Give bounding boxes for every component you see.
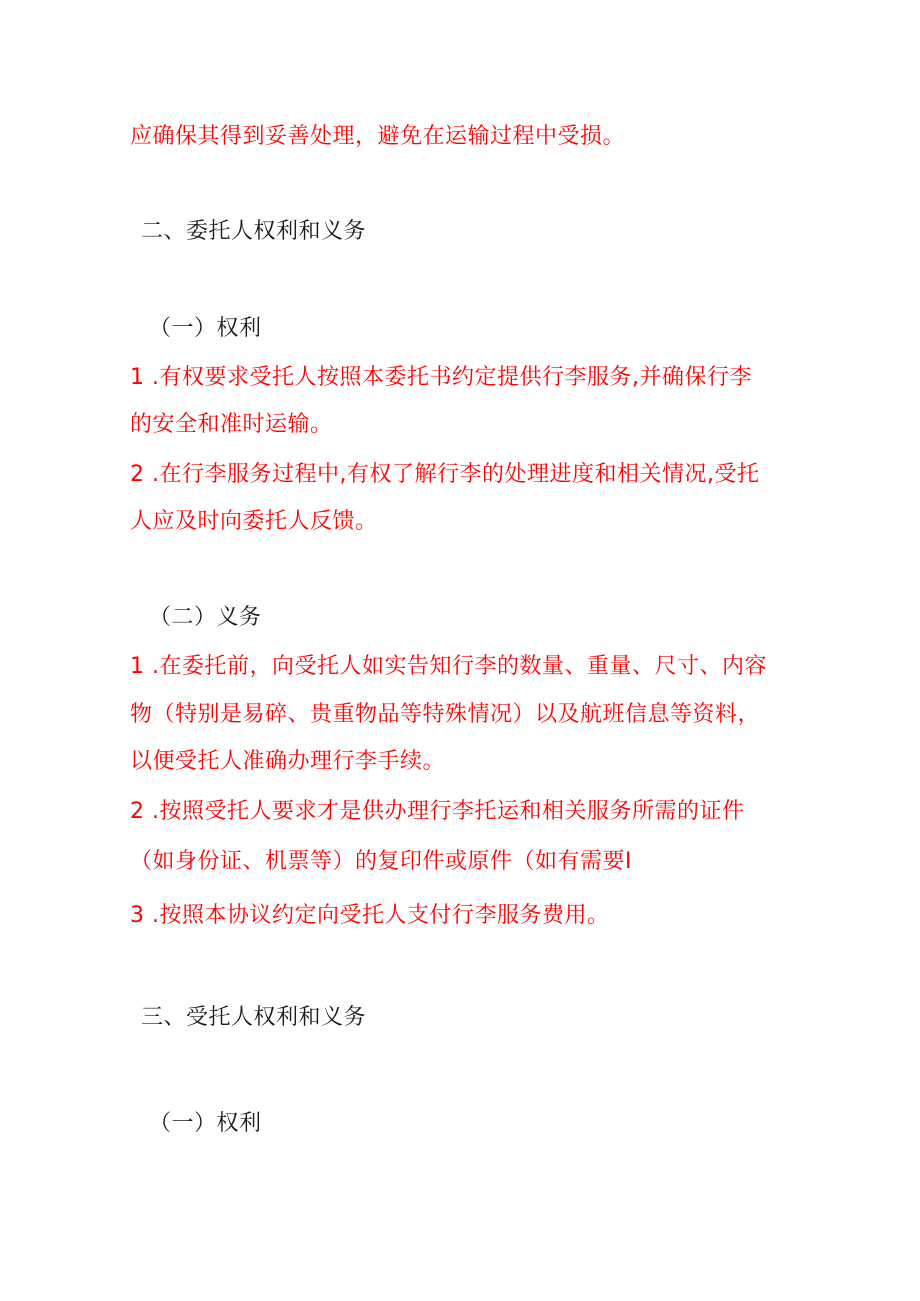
section3-rights-heading: （一）权利 [149, 1111, 262, 1136]
section2-rights-item1-line2: 的安全和准时运输。 [130, 412, 333, 437]
section2-duties-item1-line1: 1 .在委托前，向受托人如实告知行李的数量、重量、尺寸、内容 [130, 654, 767, 679]
section2-duties-item2-line2: （如身份证、机票等）的复印件或原件（如有需要I [130, 849, 632, 874]
section2-rights-item2-line1: 2 .在行李服务过程中,有权了解行李的处理进度和相关情况,受托 [130, 462, 760, 487]
section2-duties-item3-line1: 3 .按照本协议约定向受托人支付行李服务费用。 [130, 903, 610, 928]
section2-duties-item1-line3: 以便受托人准确办理行李手续。 [130, 749, 446, 774]
intro-line: 应确保其得到妥善处理，避免在运输过程中受损。 [130, 124, 626, 149]
section2-rights-item1-line1: 1 .有权要求受托人按照本委托书约定提供行李服务,并确保行李 [130, 365, 752, 390]
section2-rights-item2-line2: 人应及时向委托人反馈。 [130, 509, 378, 534]
section2-heading: 二、委托人权利和义务 [141, 219, 367, 244]
section2-duties-item2-line1: 2 .按照受托人要求才是供办理行李托运和相关服务所需的证件 [130, 799, 745, 824]
section3-heading: 三、受托人权利和义务 [141, 1005, 367, 1030]
section2-rights-heading: （一）权利 [149, 316, 262, 341]
section2-duties-item1-line2: 物（特别是易碎、贵重物品等特殊情况）以及航班信息等资料， [130, 702, 761, 727]
section2-duties-heading: （二）义务 [149, 605, 262, 630]
